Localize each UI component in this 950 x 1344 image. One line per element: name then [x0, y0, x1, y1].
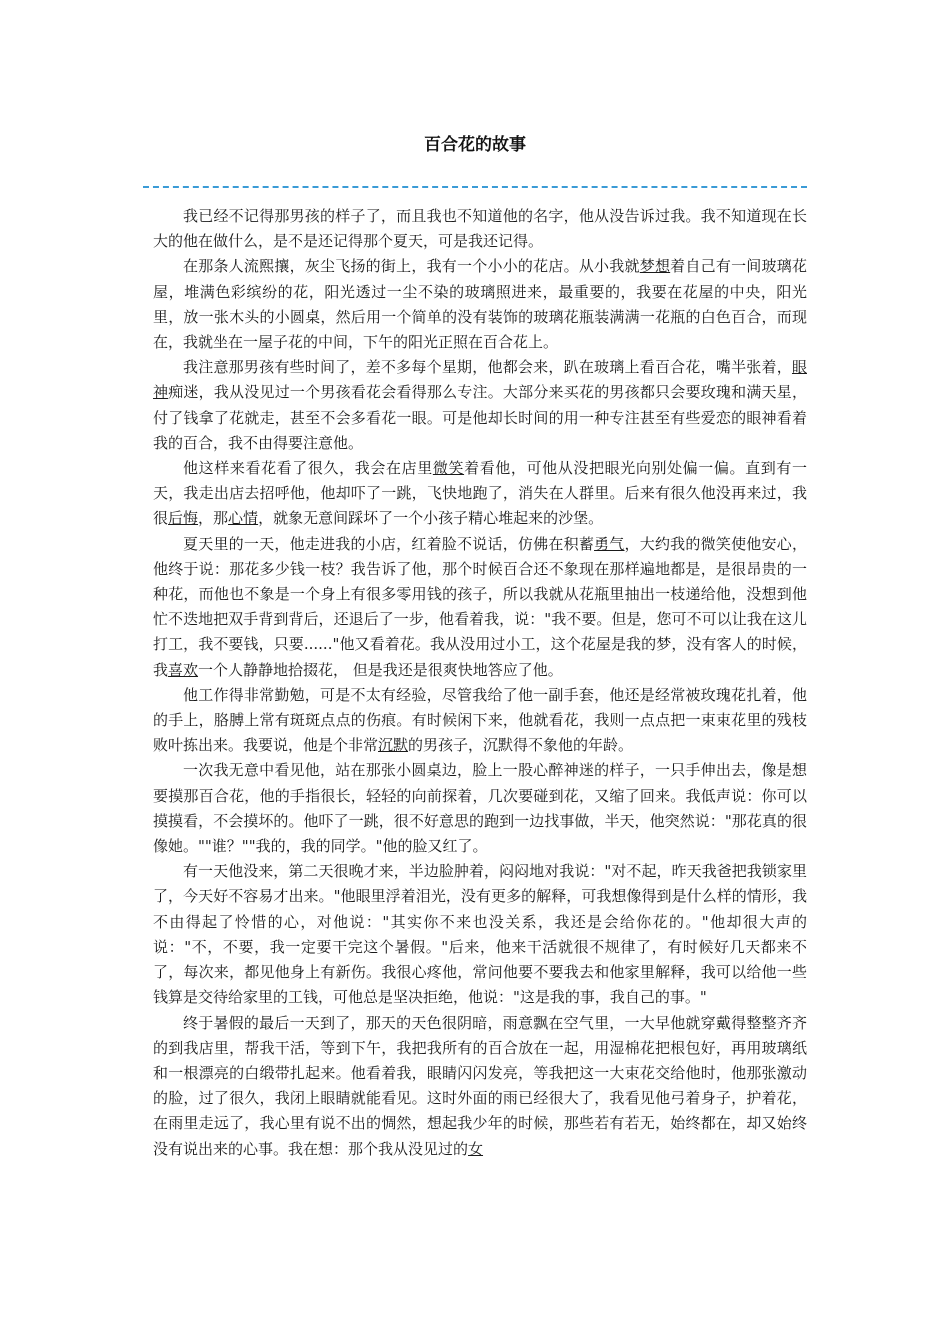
keyword-link[interactable]: 微笑	[432, 459, 465, 478]
paragraph-text: 他工作得非常勤勉，可是不太有经验，尽管我给了他一副手套，他还是经常被玫瑰花扎着，他的手上，胳膊上常有斑斑点点的伤痕。有时候闲下来，他就看花，我则一点点把一束束花里的残枝败叶拣出来。我要说，他是个非常	[153, 685, 807, 755]
paragraph-text: ，那	[198, 509, 229, 528]
keyword-link[interactable]: 女	[468, 1139, 484, 1158]
paragraph-text: 我已经不记得那男孩的样子了，而且我也不知道他的名字，他从没告诉过我。我不知道现在长大的他在做什么，是不是还记得那个夏天，可是我还记得。	[153, 207, 807, 251]
keyword-link[interactable]: 心情	[228, 509, 259, 528]
paragraph-text: 的男孩子，沉默得不象他的年龄。	[408, 736, 634, 755]
keyword-link[interactable]: 眼神	[153, 358, 807, 402]
paragraph-text: 终于暑假的最后一天到了，那天的天色很阴暗，雨意飘在空气里，一大早他就穿戴得整整齐齐的到我店里，帮我干活，等到下午，我把我所有的百合放在一起，用湿棉花把根包好，再用玻璃纸和一根漂亮的白缎带扎起来。他看着我，眼睛闪闪发亮，等我把这一大束花交给他时，他那张激动的脸，过了很久，我闭上眼睛就能看见。这时外面的雨已经很大了，我看见他弓着身子，护着花，在雨里走远了，我心里有说不出的惆然，想起我少年的时候，那些若有若无，始终都在，却又始终没有说出来的心事。我在想：那个我从没见过的	[153, 1013, 807, 1158]
title-divider	[143, 186, 807, 188]
paragraph	[153, 254, 807, 355]
paragraph-text: 一个人静静地拾掇花， 但是我还是很爽快地答应了他。	[198, 660, 563, 679]
paragraph	[153, 456, 807, 532]
paragraph-text: 夏天里的一天，他走进我的小店，红着脸不说话，仿佛在积蓄	[183, 534, 595, 553]
article-body	[153, 204, 807, 1162]
paragraph-text: 着看他，可他从没把眼光向别处偏一偏。直到有一天，我走出店去招呼他，他却吓了一跳，飞快地跑了，消失在人群里。后来有很久他没再来过，我很	[153, 459, 807, 528]
paragraph-text: 有一天他没来，第二天很晚才来，半边脸肿着，闷闷地对我说："对不起，昨天我爸把我锁家里了，今天好不容易才出来。"他眼里浮着泪光，没有更多的解释，可我想像得到是什么样的情形，我不由得起了怜惜的心，对他说："其实你不来也没关系，我还是会给你花的。"他却很大声的说："不，不要，我一定要干完这个暑假。"后来，他来干活就很不规律了，有时候好几天都来不了，每次来，都见他身上有新伤。我很心疼他，常问他要不要我去和他家里解释，我可以给他一些钱算是交待给家里的工钱，可他总是坚决拒绝，他说："这是我的事，我自己的事。"	[153, 862, 807, 1007]
keyword-link[interactable]: 后悔	[168, 509, 199, 528]
paragraph-text: 一次我无意中看见他，站在那张小圆桌边，脸上一股心醉神迷的样子，一只手伸出去，像是想要摸那百合花，他的手指很长，轻轻的向前探着，几次要碰到花，又缩了回来。我低声说：你可以摸摸看，不会摸坏的。他吓了一跳，很不好意思的跑到一边找事做，半天，他突然说："那花真的很像她。""谁？""我的，我的同学。"他的脸又红了。	[153, 761, 807, 856]
paragraph-text: 在那条人流熙攘，灰尘飞扬的街上，我有一个小小的花店。从小我就	[183, 257, 640, 276]
paragraph	[153, 532, 807, 683]
paragraph-text: ，大约我的微笑使他安心，他终于说：那花多少钱一枝？我告诉了他，那个时候百合还不象现在那样遍地都是，是很昂贵的一种花，而他也不象是一个身上有很多零用钱的孩子，所以我就从花瓶里抽出一枝递给他，没想到他忙不迭地把双手背到背后，还退后了一步，他看着我，说："我不要。但是，您可不可以让我在这儿打工，我不要钱，只要......"他又看着花。我从没用过小工，这个花屋是我的梦，没有客人的时候，我	[153, 534, 807, 679]
paragraph-text: 着自己有一间玻璃花屋，堆满色彩缤纷的花，阳光透过一尘不染的玻璃照进来，最重要的，我要在花屋的中央，阳光里，放一张木头的小圆桌，然后用一个简单的没有装饰的玻璃花瓶装满满一花瓶的白色百合，而现在，我就坐在一屋子花的中间，下午的阳光正照在百合花上。	[153, 257, 807, 352]
paragraph	[153, 355, 807, 456]
keyword-link[interactable]: 梦想	[639, 257, 671, 276]
paragraph	[153, 204, 807, 254]
paragraph	[153, 1011, 807, 1162]
paragraph	[153, 683, 807, 759]
keyword-link[interactable]: 勇气	[594, 534, 625, 553]
keyword-link[interactable]: 沉默	[378, 736, 409, 755]
page-title: 百合花的故事	[424, 135, 526, 155]
paragraph-text: 他这样来看花看了很久，我会在店里	[183, 459, 433, 478]
paragraph	[153, 758, 807, 859]
paragraph-text: 痴迷，我从没见过一个男孩看花会看得那么专注。大部分来买花的男孩都只会要玫瑰和满天星，付了钱拿了花就走，甚至不会多看花一眼。可是他却长时间的用一种专注甚至有些爱恋的眼神看着我的百合，我不由得要注意他。	[153, 383, 807, 452]
paragraph-text: 我注意那男孩有些时间了，差不多每个星期，他都会来，趴在玻璃上看百合花，嘴半张着，	[183, 358, 792, 377]
paragraph-text: ，就象无意间踩坏了一个小孩子精心堆起来的沙堡。	[258, 509, 604, 528]
keyword-link[interactable]: 喜欢	[168, 660, 199, 679]
paragraph	[153, 859, 807, 1010]
